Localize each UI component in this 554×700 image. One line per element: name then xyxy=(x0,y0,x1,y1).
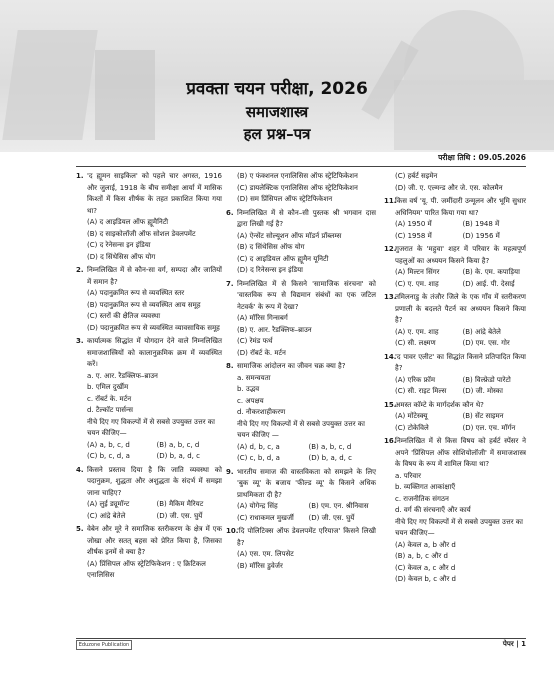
question-text: गुजरात के 'महुवा' शहर में परिवार के महत्वपूर्ण पहलुओं का अध्ययन किसने किया है? xyxy=(395,245,526,265)
option-grid xyxy=(384,267,526,290)
option: (B) a, b, c और d xyxy=(395,552,448,560)
option: (C) c, b, d, a xyxy=(237,454,280,462)
question-text: कार्यात्मक सिद्धांत में योगदान देने वाले निम्नलिखित समाजशास्त्रियों को कालानुक्रमिक क्रम में व्यवस्थित करें। xyxy=(87,337,222,368)
date-bar xyxy=(76,153,526,167)
option: (A) 1950 में xyxy=(395,220,432,228)
paper-type-title: हल प्रश्न–पत्र xyxy=(243,125,311,143)
column-middle xyxy=(226,171,376,574)
instruction-note: नीचे दिए गए विकल्पों में से सबसे उपयुक्त उत्तर का चयन कीजिए— xyxy=(87,417,215,437)
exam-date: परीक्षा तिथि : 09.05.2026 xyxy=(438,153,526,162)
option: (D) आई. पी. देसाई xyxy=(462,279,515,288)
option: (C) ए. एम. शाह xyxy=(395,279,439,288)
question-number: 15. xyxy=(384,400,397,409)
option: (D) एम. एस. गोर xyxy=(462,339,510,347)
option: (A) a, b, c, d xyxy=(87,440,130,449)
option: (C) सी. लक्ष्मण xyxy=(395,339,436,347)
column-left xyxy=(76,171,222,584)
option-grid xyxy=(76,499,222,522)
question-1 xyxy=(76,171,222,263)
option: (A) पदानुक्रमित रूप से व्यवस्थित स्तर xyxy=(87,289,185,297)
option: (B) एम. एन. श्रीनिवास xyxy=(308,502,369,510)
option: (B) आंद्रे बेतेले xyxy=(462,327,501,336)
question-number: 7. xyxy=(226,279,234,288)
option: (D) केवल b, c और d xyxy=(395,575,456,583)
question-text: तमिलनाडु के तंजौर जिले के एक गाँव में स्तरीकरण प्रणाली के बदलते पैटर्न का अध्ययन किसने किया है? xyxy=(395,293,526,324)
option: (A) एरिक फ्रॉम xyxy=(395,375,436,384)
option-grid xyxy=(384,327,526,350)
instruction-note: नीचे दिए गए विकल्पों में से सबसे उपयुक्त उत्तर का चयन कीजिए— xyxy=(395,517,523,537)
statement: a. ए. आर. रैडक्लिफ–ब्राउन xyxy=(87,371,158,380)
subject-title: समाजशास्त्र xyxy=(245,103,309,121)
option: (D) द रिनेसन्स इन इंडिया xyxy=(237,266,303,274)
statement: d. नौकरशाहीकरण xyxy=(237,408,286,416)
lamp-image xyxy=(404,10,524,80)
statement: c. रॉबर्ट के. मर्टन xyxy=(87,394,132,403)
question-text: भारतीय समाज की वास्तविकता को समझने के लिए 'बुक व्यू' के बजाय 'फील्ड व्यू' के किसने अधिक प्राथमिकता दी है? xyxy=(237,467,376,499)
question-7 xyxy=(226,279,376,360)
option: (B) के. एम. कपाड़िया xyxy=(462,268,520,276)
option: (C) 1958 में xyxy=(395,231,432,240)
question-text: निम्नलिखित में से किस विषय को हर्बर्ट स्पेंसर ने अपने 'प्रिंसिपल ऑफ सोशियोलॉजी' में समाजशास्त्र के विषय के रूप में शामिल किया था? xyxy=(395,437,526,468)
option: (A) द आइडियल ऑफ ह्यूमैनिटी xyxy=(87,218,169,226)
option: (C) टोकेविले xyxy=(395,423,429,432)
option: (B) a, b, c, d xyxy=(308,442,352,451)
question-number: 8. xyxy=(226,362,234,370)
question-text: 'द ह्यूमन साइकिल' को पहले चार अगस्त, 1916 और जुलाई, 1918 के बीच समीक्षा आर्या में मासिक किश्तों में किस शीर्षक के तहत प्रकाशित किया गया था? xyxy=(87,172,222,215)
option-grid xyxy=(384,411,526,434)
question-number: 5. xyxy=(76,525,84,533)
question-4 xyxy=(76,465,222,523)
option: (B) विल्फ्रेडो पारेटो xyxy=(462,375,511,384)
option: (C) केवल a, c और d xyxy=(395,563,456,572)
question-16 xyxy=(384,436,526,586)
question-10-continued xyxy=(384,171,526,194)
question-number: 14. xyxy=(384,352,397,361)
statement: b. उद्भव xyxy=(237,385,260,393)
question-number: 12. xyxy=(384,245,397,253)
option: (A) योगेन्द्र सिंह xyxy=(237,502,278,510)
question-2 xyxy=(76,265,222,334)
option: (A) लुई ड्यूमॉन्ट xyxy=(87,500,130,508)
statement: c. राजनीतिक संगठन xyxy=(395,494,449,503)
question-12 xyxy=(384,244,526,290)
question-text: वेबेन और मूरे ने समाजिक स्तरीकरण के क्षेत्र में एक जोखा और सतत् बहस को प्रेरित किया है, जिसका शीर्षक इनमें से क्या है? xyxy=(87,525,222,556)
question-number: 9. xyxy=(226,467,234,476)
option: (D) जी. एस. घुर्ये xyxy=(308,513,355,522)
question-13 xyxy=(384,292,526,350)
option: (B) मैकिम मैरियट xyxy=(156,500,204,508)
option: (D) जी. ए. एल्मन्ड और जे. एस. कोलमैन xyxy=(395,183,503,192)
option: (B) ए फंक्शनल एनालिसिस ऑफ स्ट्रेटिफिकेशन xyxy=(237,172,358,180)
option: (B) मॉरिस डुवेर्जर xyxy=(237,561,283,570)
statement: d. वर्ग की संरचनाएँ और कार्य xyxy=(395,506,471,514)
option: (C) आंद्रे बेतेले xyxy=(87,511,126,520)
question-5 xyxy=(76,524,222,582)
question-text: किसने प्रस्ताव दिया है कि जाति व्यवस्था को पदानुक्रम, शुद्धता और अशुद्धता के संदर्भ में समझा जाना चाहिए? xyxy=(87,465,222,497)
footer-divider xyxy=(76,638,526,639)
option: (C) b, c, d, a xyxy=(87,452,130,460)
question-8 xyxy=(226,361,376,465)
question-number: 16. xyxy=(384,437,397,445)
option: (B) द साइकोलॉजी ऑफ सोशल डेवलपमेंट xyxy=(87,229,196,238)
option: (A) ए. एम. शाह xyxy=(395,327,439,336)
option: (D) सम प्रिंसिपल ऑफ स्ट्रेटिफिकेशन xyxy=(237,195,333,203)
option: (A) एस. एम. लिपसेट xyxy=(237,550,294,558)
option-grid xyxy=(226,501,376,524)
question-number: 4. xyxy=(76,465,84,474)
question-5-continued xyxy=(226,171,376,206)
question-15 xyxy=(384,400,526,435)
option: (D) b, a, d, c xyxy=(308,454,352,462)
question-text: किस वर्ष 'यू. पी. जमींदारी उन्मूलन और भूमि सुधार अधिनियम' पारित किया गया था? xyxy=(395,197,526,217)
question-9 xyxy=(226,467,376,525)
option: (D) जी. मोस्का xyxy=(462,387,503,395)
question-10 xyxy=(226,526,376,572)
option: (C) रेमंड फर्थ xyxy=(237,337,273,345)
statement: c. अपक्षय xyxy=(237,396,264,405)
option: (C) डायलेक्टिक एनालिसिस ऑफ स्ट्रेटिफिकेशन xyxy=(237,183,358,192)
question-number: 1. xyxy=(76,172,84,180)
question-text: निम्नलिखित में से कौन–सी पुस्तक श्री भगवान दास द्वारा लिखी गई है? xyxy=(237,208,376,228)
option: (D) एल. एच. मॉर्गन xyxy=(462,423,516,432)
option: (D) जी. एस. घुर्ये xyxy=(156,511,203,520)
question-number: 11. xyxy=(384,197,397,205)
question-number: 3. xyxy=(76,337,84,345)
statement: d. टैल्कॉट पार्सन्स xyxy=(87,406,134,414)
publisher-logo: Eduzone Publication xyxy=(76,640,132,650)
question-6 xyxy=(226,208,376,277)
page-number: पेपर | 1 xyxy=(502,640,526,648)
question-11 xyxy=(384,196,526,242)
option: (A) ऐन्सेंट सोल्यूशन ऑफ मॉडर्न प्रॉब्लम्स xyxy=(237,231,342,240)
option: (B) द सिंथेसिस ऑफ योग xyxy=(237,243,305,251)
option: (D) 1956 में xyxy=(462,231,500,240)
option-grid xyxy=(226,442,376,465)
option: (B) पदानुक्रमित रूप से व्यवस्थित आय समूह xyxy=(87,300,201,309)
option: (C) सी. राइट मिल्स xyxy=(395,387,447,395)
question-text: निम्नलिखित में से किसने 'सामाजिक संरचना' को 'वास्तविक रूप से विद्यमान संबंधों का एक जटिल नेटवर्क' के रूप में देखा? xyxy=(237,279,376,311)
question-number: 13. xyxy=(384,293,397,301)
option: (A) केवल a, b और d xyxy=(395,540,456,549)
option: (C) हर्बर्ट सइमेन xyxy=(395,172,438,180)
option-grid xyxy=(76,440,222,463)
question-number: 6. xyxy=(226,208,234,217)
option: (D) पदानुक्रमित रूप से व्यवस्थित व्यावसायिक समूह xyxy=(87,323,220,332)
question-number: 10. xyxy=(226,527,239,535)
option: (C) द रेनेसन्स इन इंडिया xyxy=(87,241,151,249)
option: (A) मिल्टन सिंगर xyxy=(395,268,440,276)
question-text: सामाजिक आंदोलन का जीवन चक्र क्या है? xyxy=(237,362,346,370)
option: (D) रॉबर्ट के. मर्टन xyxy=(237,348,286,357)
option: (A) d, b, c, a xyxy=(237,442,280,451)
question-text: 'द पावर एलीट' का सिद्धांत किसने प्रतिपादित किया है? xyxy=(395,352,526,372)
option: (C) स्तरों की क्षैतिज व्यवस्था xyxy=(87,312,161,320)
option: (C) द आइडियल ऑफ ह्यूमैन यूनिटी xyxy=(237,254,329,263)
option: (C) राधाकमल मुखर्जी xyxy=(237,513,294,522)
question-14 xyxy=(384,352,526,398)
option: (D) b, a, d, c xyxy=(156,452,200,460)
option: (B) सेंट साइमन xyxy=(462,412,504,420)
question-text: अमस्त कॉम्टे के मार्गदर्शक कौन थे? xyxy=(395,400,484,409)
instruction-note: नीचे दिए गए विकल्पों में से सबसे उपयुक्त उत्तर का चयन कीजिए — xyxy=(237,419,365,439)
option: (A) प्रिंसिपल ऑफ स्ट्रेटिफिकेशन : ए क्रिटिकल एनालिसिस xyxy=(87,559,206,579)
option: (A) मॉरिस गिन्सबर्ग xyxy=(237,314,288,322)
option: (B) ए. आर. रैडक्लिफ–ब्राउन xyxy=(237,325,312,334)
question-text: 'दि पोलिटिक्स ऑफ डेवलपमेंट एरियाज' किसने लिखी है? xyxy=(237,527,376,547)
exam-title: प्रवक्ता चयन परीक्षा, 2026 xyxy=(186,79,368,99)
question-3 xyxy=(76,336,222,463)
option-grid xyxy=(384,375,526,398)
statement: a. परिवार xyxy=(395,471,421,480)
question-number: 2. xyxy=(76,266,84,274)
option: (B) a, b, c, d xyxy=(156,440,200,449)
statement: b. एमिल दुर्खीम xyxy=(87,383,129,391)
question-text: निम्नलिखित में से कौन-सा वर्ग, सम्पदा और जातियों में समान है? xyxy=(87,266,222,286)
statement: b. व्यक्तिगत आकांक्षाएँ xyxy=(395,483,456,491)
option: (D) द सिंथेसिस ऑफ योग xyxy=(87,252,156,261)
column-right xyxy=(384,171,526,588)
statement: a. समन्वयता xyxy=(237,373,271,382)
option: (A) मोंटेस्क्यू xyxy=(395,412,428,420)
option-grid xyxy=(384,219,526,242)
option: (B) 1948 में xyxy=(462,220,500,228)
